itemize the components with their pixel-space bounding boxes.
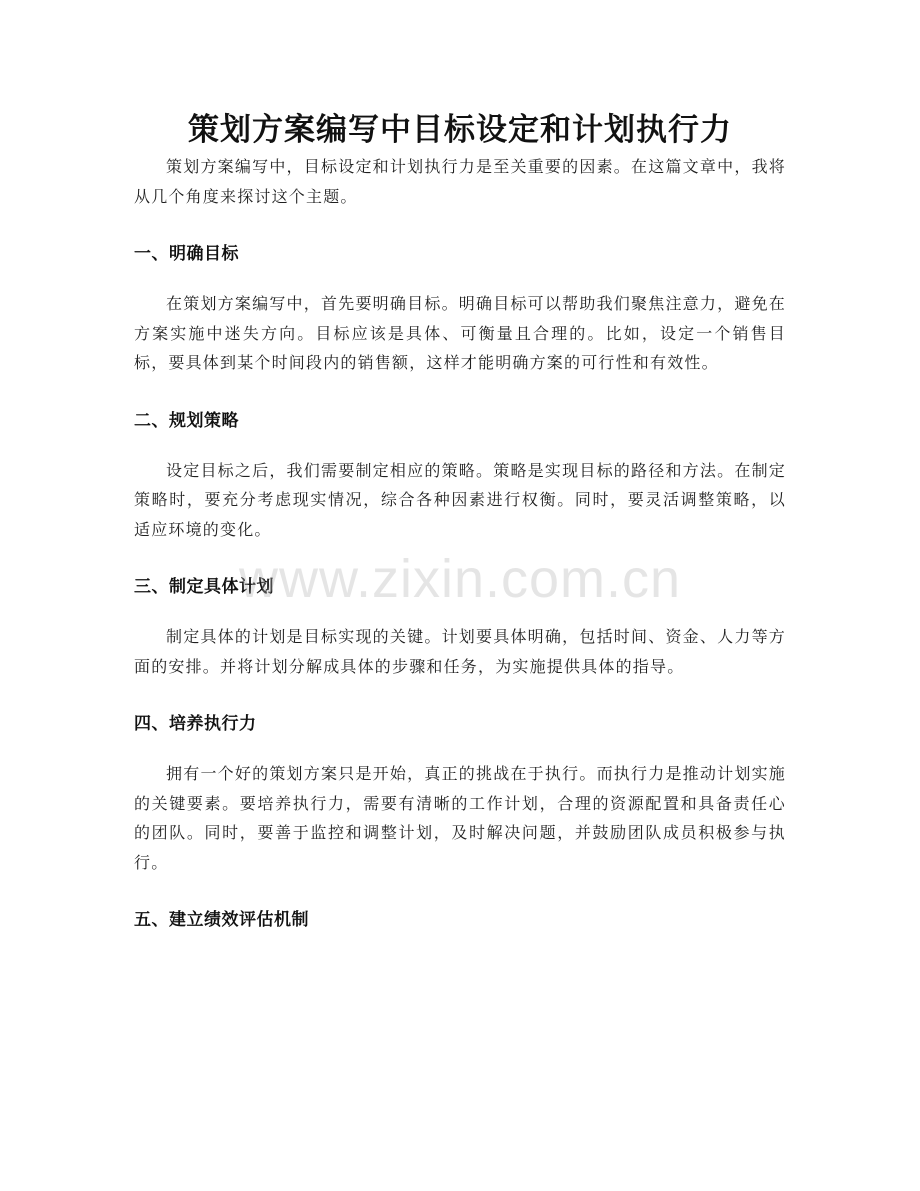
intro-paragraph: 策划方案编写中，目标设定和计划执行力是至关重要的因素。在这篇文章中，我将从几个角度来探讨这个主题。 xyxy=(134,157,786,206)
section-heading: 二、规划策略 xyxy=(134,410,239,431)
section-5 xyxy=(134,907,786,933)
section-heading: 五、建立绩效评估机制 xyxy=(134,910,309,930)
section-heading: 一、明确目标 xyxy=(134,244,239,264)
section-paragraph: 制定具体的计划是目标实现的关键。计划要具体明确，包括时间、资金、人力等方面的安排。并将计划分解成具体的步骤和任务，为实施提供具体的指导。 xyxy=(134,627,786,676)
document-title: 策划方案编写中目标设定和计划执行力 xyxy=(188,112,732,148)
section-paragraph: 在策划方案编写中，首先要明确目标。明确目标可以帮助我们聚焦注意力，避免在方案实施中迷失方向。目标应该是具体、可衡量且合理的。比如，设定一个销售目标，要具体到某个时间段内的销售额，这样才能明确方案的可行性和有效性。 xyxy=(134,294,786,372)
section-2 xyxy=(134,408,786,545)
watermark: www.zixin.com.cn xyxy=(238,549,682,609)
section-1 xyxy=(134,241,786,378)
section-heading: 三、制定具体计划 xyxy=(134,577,274,597)
section-paragraph: 拥有一个好的策划方案只是开始，真正的挑战在于执行。而执行力是推动计划实施的关键要素。要培养执行力，需要有清晰的工作计划，合理的资源配置和具备责任心的团队。同时，要善于监控和调整计划，及时解决问题，并鼓励团队成员积极参与执行。 xyxy=(134,764,786,872)
section-paragraph: 设定目标之后，我们需要制定相应的策略。策略是实现目标的路径和方法。在制定策略时，要充分考虑现实情况，综合各种因素进行权衡。同时，要灵活调整策略，以适应环境的变化。 xyxy=(134,460,786,539)
section-4 xyxy=(134,711,786,877)
section-3 xyxy=(134,574,786,681)
section-heading: 四、培养执行力 xyxy=(134,714,257,734)
